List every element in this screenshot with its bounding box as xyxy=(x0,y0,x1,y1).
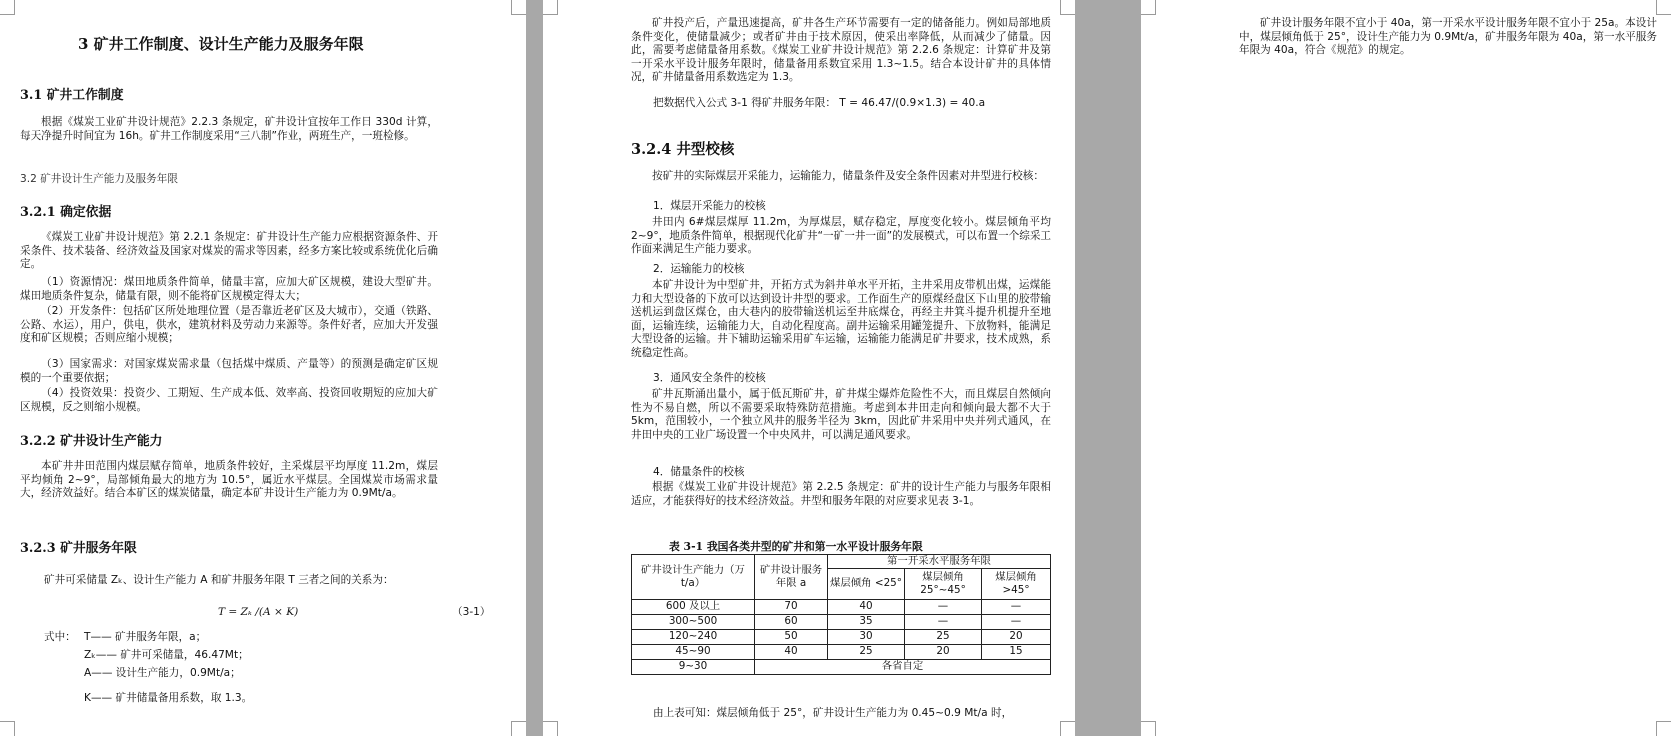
header-cell: 矿井设计生产能力（万 t/a） xyxy=(632,555,755,600)
where-label: 式中： xyxy=(44,631,76,643)
header-cell: 第一开采水平服务年限 xyxy=(828,555,1051,569)
header-cell: 煤层倾角 25°~45° xyxy=(905,568,982,599)
check-heading: 3．通风安全条件的校核 xyxy=(653,372,766,384)
paragraph: 矿井瓦斯涌出量小，属于低瓦斯矿井，矿井煤尘爆炸危险性不大，而且煤层自然倾向性为不易自燃，所以不需要采取特殊防范措施。考虑到本井田走向和倾向最大都不大于 5km，范围较小，一个独立风井的服务半径为 3km，因此矿井采用中央并列式通风，在井田中央的工业广场设置一个中央风井，可以满足通风要求。 xyxy=(631,388,1051,441)
section-heading-3-2-4: 3.2.4 井型校核 xyxy=(631,141,735,158)
table-cell: 40 xyxy=(828,599,905,614)
definition-line: Zₖ—— 矿井可采储量，46.47Mt； xyxy=(84,649,249,661)
header-cell: 煤层倾角 >45° xyxy=(982,568,1051,599)
table-cell: 70 xyxy=(755,599,828,614)
table-cell: 35 xyxy=(828,614,905,629)
table-cell: 40 xyxy=(755,644,828,659)
crop-mark xyxy=(543,0,558,15)
table-cell: 各省自定 xyxy=(755,659,1051,674)
table-cell: — xyxy=(905,614,982,629)
table-cell: — xyxy=(982,599,1051,614)
list-item: （1）资源情况：煤田地质条件简单，储量丰富，应加大矿区规模，建设大型矿井。煤田地质条件复杂，储量有限，则不能将矿区规模定得太大； xyxy=(20,276,438,302)
check-heading: 4．储量条件的校核 xyxy=(653,466,745,478)
table-cell: 120~240 xyxy=(632,629,755,644)
table-cell: — xyxy=(982,614,1051,629)
header-cell: 矿井设计服务年限 a xyxy=(755,555,828,600)
section-heading-3-2: 3.2 矿井设计生产能力及服务年限 xyxy=(20,173,178,185)
table-cell: 20 xyxy=(982,629,1051,644)
section-heading-3-2-1: 3.2.1 确定依据 xyxy=(20,205,112,220)
formula: T = Zₖ /(A × K) xyxy=(218,606,299,618)
table-row xyxy=(632,629,1051,644)
crop-mark xyxy=(511,721,526,736)
service-life-table xyxy=(631,554,1051,675)
table-cell: 600 及以上 xyxy=(632,599,755,614)
table-cell: 300~500 xyxy=(632,614,755,629)
section-heading-3-1: 3.1 矿井工作制度 xyxy=(20,88,124,103)
definition-line: A—— 设计生产能力，0.9Mt/a； xyxy=(84,667,241,679)
paragraph: 矿井设计服务年限不宜小于 40a，第一开采水平设计服务年限不宜小于 25a。本设计中，煤层倾角低于 25°，设计生产能力为 0.9Mt/a，矿井服务年限为 40a，第一水平服务年限为 40a，符合《规范》的规定。 xyxy=(1239,17,1657,57)
crop-mark xyxy=(1141,0,1156,15)
paragraph: 按矿井的实际煤层开采能力，运输能力，储量条件及安全条件因素对井型进行校核： xyxy=(652,170,1044,182)
table-row xyxy=(632,614,1051,629)
table-row xyxy=(632,659,1051,674)
crop-mark xyxy=(1141,721,1156,736)
document-page-2 xyxy=(543,0,1075,736)
table-cell: 25 xyxy=(828,644,905,659)
table-cell: 9~30 xyxy=(632,659,755,674)
paragraph: 本矿井设计为中型矿井，开拓方式为斜井单水平开拓，主井采用皮带机出煤，运煤能力和大型设备的下放可以达到设计井型的要求。工作面生产的原煤经盘区下山里的胶带输送机运到盘区煤仓，由大巷内的胶带输送机运至井底煤仓，再经主井箕斗提升机提升至地面，运输连续，运输能力大，自动化程度高。副井运输采用罐笼提升、下放物料，能满足大型设备的运输。井下辅助运输采用矿车运输，运输能力能满足矿井要求，技术成熟，系统稳定性高。 xyxy=(631,279,1051,359)
section-heading-3-2-3: 3.2.3 矿井服务年限 xyxy=(20,541,137,556)
table-cell: 15 xyxy=(982,644,1051,659)
document-page-3 xyxy=(1141,0,1671,736)
calculation-line: 把数据代入公式 3-1 得矿井服务年限： T = 46.47/(0.9×1.3) = 40.a xyxy=(653,97,986,109)
list-item: （2）开发条件：包括矿区所处地理位置（是否靠近老矿区及大城市），交通（铁路、公路、水运），用户，供电，供水，建筑材料及劳动力来源等。条件好者，应加大开发强度和矿区规模；否则应缩小规模； xyxy=(20,305,438,345)
table-cell: 50 xyxy=(755,629,828,644)
paragraph: 本矿井井田范围内煤层赋存简单，地质条件较好，主采煤层平均厚度 11.2m，煤层平均倾角 2~9°，局部倾角最大的地方为 10.5°，属近水平煤层。全国煤炭市场需求量大，经济效益好。结合本矿区的煤炭储量，确定本矿井设计生产能力为 0.9Mt/a。 xyxy=(20,460,438,500)
crop-mark xyxy=(0,0,15,15)
paragraph: 矿井可采储量 Zₖ、设计生产能力 A 和矿井服务年限 T 三者之间的关系为： xyxy=(44,574,394,586)
crop-mark xyxy=(1060,0,1075,15)
paragraph: 根据《煤炭工业矿井设计规范》第 2.2.5 条规定：矿井的设计生产能力与服务年限相适应，才能获得好的技术经济效益。井型和服务年限的对应要求见表 3-1。 xyxy=(631,481,1051,507)
table-cell: 30 xyxy=(828,629,905,644)
table-cell: 45~90 xyxy=(632,644,755,659)
paragraph: 由上表可知：煤层倾角低于 25°，矿井设计生产能力为 0.45~0.9 Mt/a 时， xyxy=(653,707,1013,719)
table-row xyxy=(632,599,1051,614)
table-caption: 表 3-1 我国各类井型的矿井和第一水平设计服务年限 xyxy=(669,540,923,553)
table-row xyxy=(632,644,1051,659)
crop-mark xyxy=(543,721,558,736)
paragraph: 根据《煤炭工业矿井设计规范》2.2.3 条规定，矿井设计宜按年工作日 330d 计算，每天净提升时间宜为 16h。矿井工作制度采用“三八制”作业，两班生产，一班检修。 xyxy=(20,116,438,142)
formula-number: （3-1） xyxy=(452,606,491,618)
table-cell: — xyxy=(905,599,982,614)
paragraph: 矿井投产后，产量迅速提高，矿井各生产环节需要有一定的储备能力。例如局部地质条件变化，使储量减少；或者矿井由于技术原因，使采出率降低，从而减少了储量。因此，需要考虑储量备用系数。《煤炭工业矿井设计规范》第 2.2.6 条规定：计算矿井及第一开采水平设计服务年限时，储量备用系数宜采用 1.3~1.5。结合本设计矿井的具体情况，矿井储量备用系数选定为 1.3。 xyxy=(631,17,1051,84)
list-item: （3）国家需求：对国家煤炭需求量（包括煤中煤质、产量等）的预测是确定矿区规模的一个重要依据； xyxy=(20,358,438,384)
crop-mark xyxy=(1656,721,1671,736)
crop-mark xyxy=(0,721,15,736)
section-heading-3-2-2: 3.2.2 矿井设计生产能力 xyxy=(20,434,163,449)
list-item: （4）投资效果：投资少、工期短、生产成本低、效率高、投资回收期短的应加大矿区规模，反之则缩小规模。 xyxy=(20,387,438,413)
check-heading: 1．煤层开采能力的校核 xyxy=(653,200,766,212)
definition-line: T—— 矿井服务年限，a； xyxy=(84,631,207,643)
header-cell: 煤层倾角 <25° xyxy=(828,568,905,599)
table-cell: 20 xyxy=(905,644,982,659)
paragraph: 井田内 6#煤层煤厚 11.2m，为厚煤层，赋存稳定，厚度变化较小。煤层倾角平均 2~9°，地质条件简单，根据现代化矿井“一矿一井一面”的发展模式，可以布置一个综采工作面来满足生产能力要求。 xyxy=(631,216,1052,256)
table-cell: 25 xyxy=(905,629,982,644)
paragraph: 《煤炭工业矿井设计规范》第 2.2.1 条规定：矿井设计生产能力应根据资源条件、开采条件、技术装备、经济效益及国家对煤炭的需求等因素，经多方案比较或系统优化后确定。 xyxy=(20,231,438,271)
definition-line: K—— 矿井储量备用系数，取 1.3。 xyxy=(84,692,253,704)
crop-mark xyxy=(1060,721,1075,736)
chapter-title: 3 矿井工作制度、设计生产能力及服务年限 xyxy=(78,35,364,53)
crop-mark xyxy=(1656,0,1671,15)
document-page-1 xyxy=(0,0,526,736)
table-cell: 60 xyxy=(755,614,828,629)
crop-mark xyxy=(511,0,526,15)
check-heading: 2．运输能力的校核 xyxy=(653,263,745,275)
